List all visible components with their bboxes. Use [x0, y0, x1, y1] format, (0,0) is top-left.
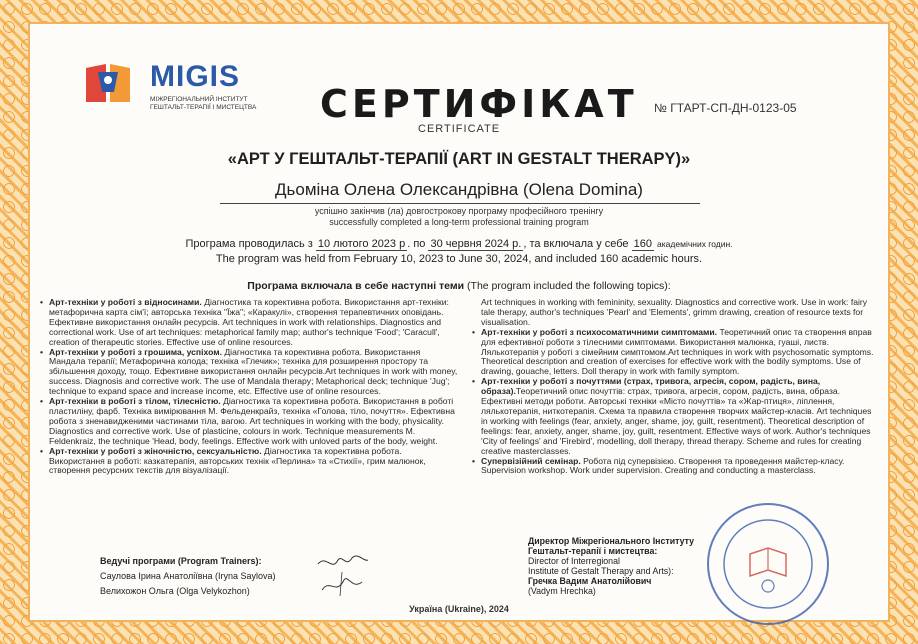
topic-title: Арт-техніки у роботі з відносинами.: [49, 297, 202, 307]
topic-text: Діагностика та корективна робота. Використання арт-техніки: метафорична карта сім'ї; авторська техніка "Їжа"; «Каракулі», створення терапевтичних оповідань. Ефективне використання онлайн ресурсів. Art techniques in work with relationships. Diagnostics and correctional work. Use of art techniques: metaphorical family map; author's technique 'Food'; 'Caracull', creation of therapeutic stories. Effective use of online resources.: [49, 297, 449, 347]
topic-title: Супервізійний семінар.: [481, 455, 581, 466]
topic-text: Art techniques in working with femininity, sexuality. Diagnostics and corrective work. Use in work: fairy tale therapy, author's techniques 'Pearl' and 'Elements', grimm drawing, creation of resource texts for visualisation.: [481, 297, 868, 327]
certificate-number: № ГТАРТ-СП-ДН-0123-05: [654, 101, 797, 115]
topics-heading: [0, 280, 918, 292]
trainer-name: Саулова Ірина Анатоліївна (Iryna Saylova): [100, 571, 276, 581]
topic-item: [472, 328, 874, 378]
held-hours: 160: [633, 238, 652, 250]
trainers-heading: Ведучі програми (Program Trainers):: [100, 556, 262, 566]
director-title-en-2: Institute of Gestalt Therapy and Arts):: [528, 566, 674, 576]
certificate-title: СЕРТИФІКАТ: [320, 82, 638, 126]
topics-right-column: [472, 298, 874, 476]
topic-title: Арт-техніки у роботі з почуттями (страх, тривога, агресія, сором, радість, вина, образа).: [481, 376, 821, 397]
topic-item: [472, 457, 874, 477]
program-title: «АРТ У ГЕШТАЛЬТ-ТЕРАПІЇ (ART IN GESTALT THERAPY)»: [227, 150, 691, 168]
logo-book-icon: [84, 62, 132, 106]
held-start-date: 10 лютого 2023 р: [317, 238, 406, 250]
held-end-date: 30 червня 2024 р.: [430, 238, 522, 250]
topic-item: [472, 377, 874, 456]
director-name-uk: Гречка Вадим Анатолійович: [528, 576, 652, 586]
completed-uk: успішно закінчив (ла) довгострокову програму професійного тренінгу: [314, 206, 604, 216]
topic-item: [40, 348, 458, 398]
program-dates-uk: [0, 238, 918, 251]
topics-heading-en: (The program included the following topics):: [467, 280, 671, 292]
completed-text: [0, 206, 918, 228]
certificate-subtitle: CERTIFICATE: [418, 123, 501, 135]
topic-title: Арт-техніки у роботі з психосоматичними симптомами.: [481, 326, 718, 337]
held-suffix: академічних годин.: [657, 239, 733, 249]
logo-subtitle: МІЖРЕГІОНАЛЬНИЙ ІНСТИТУТ ГЕШТАЛЬТ-ТЕРАПІЇ І МИСТЕЦТВА: [150, 96, 257, 111]
topic-continuation: [472, 298, 874, 328]
held-included: , та включала у себе: [523, 238, 629, 250]
topics-left-column: [40, 298, 458, 476]
director-title-en: Director of Interregional: [528, 556, 620, 566]
topic-item: [40, 397, 458, 447]
program-dates-en: The program was held from February 10, 2023 to June 30, 2024, and included 160 academic hours.: [215, 253, 703, 265]
topic-title: Арт-техніки у роботі з грошима, успіхом.: [49, 346, 222, 357]
topic-text: Робота під супервізією. Створення та проведення майстер-класу. Supervision workshop. Work under supervision. Creating and conducting a masterclass.: [481, 455, 845, 476]
topic-text: Діагностика та корективна робота. Використання Мандала терапії; Метафорична колода; техніка «Глечик»; техніка для розширення простору та збільшення доходу, тощо. Ефективне використання онлайн ресурсів.Art techniques in work with money, success. Diagnosis and corrective work. The use of Mandala therapy; Metaphorical deck; technique 'Jug'; technique to expand space and increase income, etc. Effective use of online resources.: [49, 346, 458, 397]
topic-item: [40, 298, 458, 348]
topic-text: Діагностика та корективна робота. Використання в роботі пластиліну, фарб. Техніка вимірювання М. Фельденкрайз, техніка «Голова, тіло, почуття». Ефективна робота з зненавидженими частинами тіла, вагою. Art techniques in working with the body, physicality. Diagnostics and corrective work. Use of plasticine, colours in work. Technique measurements M. Feldenkraiz, the technique 'Head, body, feelings. Effective work with unloved parts of the body, weight.: [49, 396, 455, 446]
topic-title: Арт-техніки в роботі з тілом, тілесністю.: [49, 396, 221, 407]
recipient-underline: [220, 203, 700, 204]
topic-text: Теоретичний опис та створення вправ для ефективної роботи з тілесними симптомами. Використання малюнка, гуаші, листв. Лялькотерапія у роботі з сімейним симптомом.Art techniques in work with psychosomatic symptoms. Theoretical description and creation of exercises for effective work with the bodily symptoms. Use of drawing, gouache, letters. Doll therapy in work with family symptom.: [481, 326, 874, 377]
topics-heading-uk: Програма включала в себе наступні теми: [247, 280, 465, 292]
footer-place-year: Україна (Ukraine), 2024: [409, 604, 509, 614]
director-title-uk-2: Гештальт-терапії і мистецтва:: [528, 546, 658, 556]
trainer-signature: [312, 550, 372, 598]
topic-text: Теоретичний опис почуттів: страх, тривога, агресія, сором, радість, вина, образа. Ефективні методи роботи. Авторські техніки «Місто почуттів» та «Жар-птиця», ліплення, лялькотерапія, ниткотерапія. Схема та правила створення творчих майстер-класів. Art techniques in working with feelings (fear, anxiety, anger, shame, joy, guilt, resentment). Theoretical description of feelings: fear, anxiety, anger, shame, joy, guilt, resentment. Effective ways of work. Author's techniques 'City of feelings' and 'Firebird', modelling, doll therapy, thread therapy. Scheme and rules for creating creative masterclasses.: [481, 386, 872, 456]
topic-item: [40, 447, 458, 477]
topic-title: Арт-техніки у роботі з жіночністю, сексуальністю.: [49, 445, 262, 456]
trainer-name: Велихожон Ольга (Olga Velykozhon): [100, 586, 250, 596]
recipient-name: Дьоміна Олена Олександрівна (Olena Domina): [275, 180, 643, 199]
director-title-uk: Директор Міжрегіонального Інституту: [528, 536, 695, 546]
topic-text: Діагностика та корективна робота. Використання в роботі: казкатерапія, авторських технік «Перлина» та «Стихії», грим малюнок, створення ресурсних текстів для візуалізації.: [49, 445, 426, 476]
held-middle: . по: [407, 238, 426, 250]
logo-name: MIGIS: [150, 60, 241, 93]
director-name-en: (Vadym Hrechka): [528, 586, 596, 596]
held-prefix: Програма проводилась з: [185, 238, 313, 250]
completed-en: successfully completed a long-term professional training program: [329, 217, 589, 227]
director-block: [528, 536, 728, 596]
